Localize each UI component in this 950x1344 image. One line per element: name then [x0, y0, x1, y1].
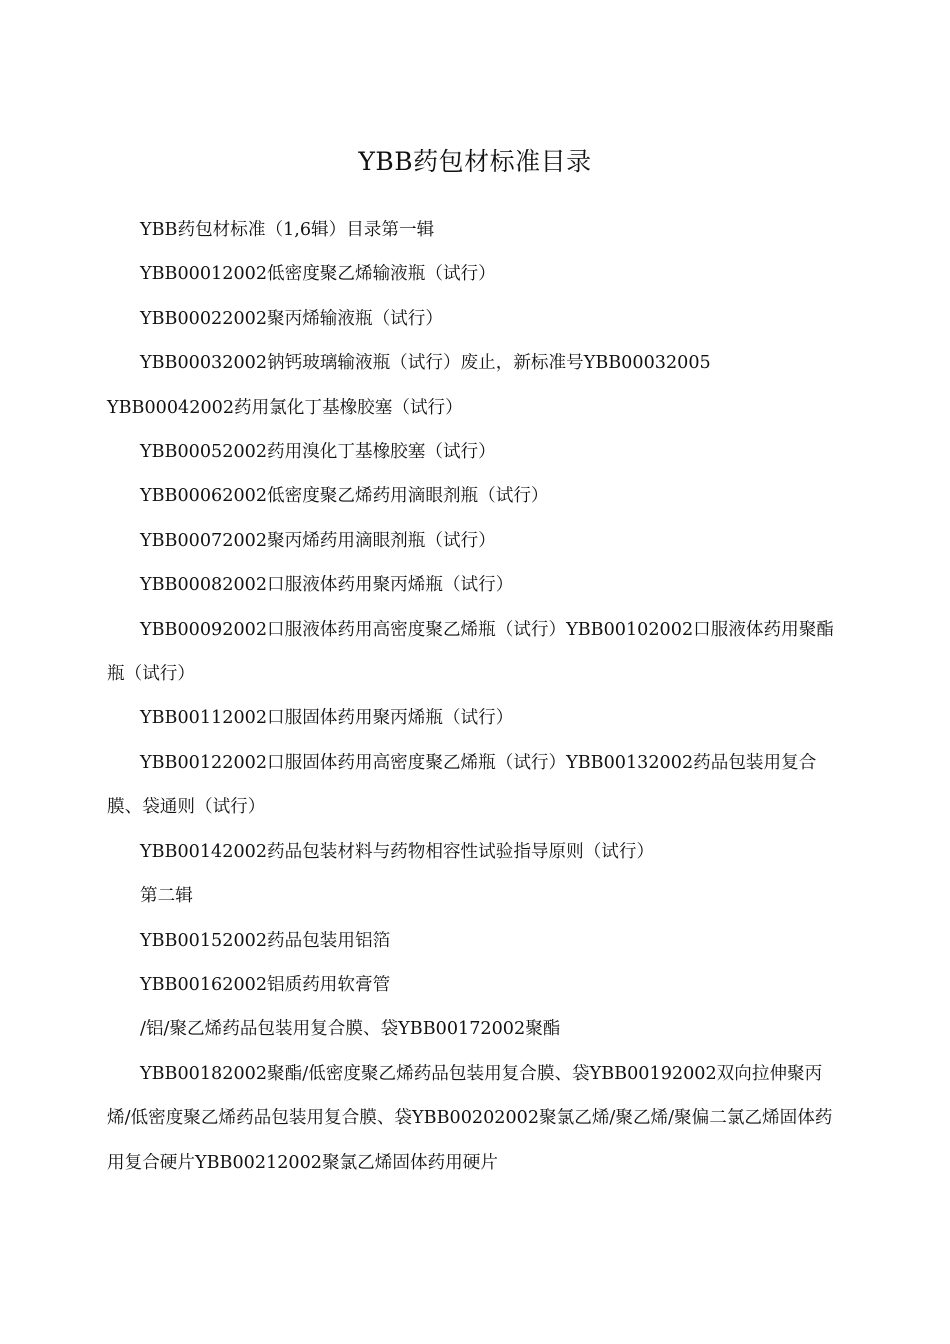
document-paragraph: YBB00022002聚丙烯输液瓶（试行） [140, 308, 443, 329]
document-paragraph: YBB00062002低密度聚乙烯药用滴眼剂瓶（试行） [140, 486, 549, 507]
document-paragraph: /铝/聚乙烯药品包装用复合膜、袋YBB00172002聚酯 [140, 1019, 561, 1040]
document-paragraph: YBB00112002口服固体药用聚丙烯瓶（试行） [140, 708, 514, 729]
document-paragraph: YBB00032002钠钙玻璃输液瓶（试行）废止，新标准号YBB00032005 [140, 353, 711, 374]
document-paragraph: YBB00042002药用氯化丁基橡胶塞（试行） [107, 397, 463, 418]
document-paragraph: YBB00122002口服固体药用高密度聚乙烯瓶（试行）YBB00132002药品包装用复合膜、袋通则（试行） [107, 752, 817, 818]
document-body [107, 208, 843, 1185]
document-paragraph: YBB00082002口服液体药用聚丙烯瓶（试行） [140, 575, 514, 596]
document-paragraph: YBB00052002药用溴化丁基橡胶塞（试行） [140, 442, 496, 463]
document-paragraph: YBB00152002药品包装用铝箔 [140, 930, 391, 951]
document-title: YBB药包材标准目录 [358, 147, 592, 176]
document-paragraph: YBB00012002低密度聚乙烯输液瓶（试行） [140, 264, 496, 285]
document-paragraph: YBB药包材标准（1,6辑）目录第一辑 [140, 220, 435, 240]
document-paragraph: 第二辑 [140, 886, 193, 907]
document-paragraph: YBB00072002聚丙烯药用滴眼剂瓶（试行） [140, 530, 496, 551]
document-paragraph: YBB00092002口服液体药用高密度聚乙烯瓶（试行）YBB00102002口服液体药用聚酯瓶（试行） [107, 619, 834, 685]
document-paragraph: YBB00162002铝质药用软膏管 [140, 974, 391, 995]
document-paragraph: YBB00182002聚酯/低密度聚乙烯药品包装用复合膜、袋YBB00192002双向拉伸聚丙烯/低密度聚乙烯药品包装用复合膜、袋YBB00202002聚氯乙烯/聚乙烯/聚偏二氯乙烯固体药用复合硬片YBB00212002聚氯乙烯固体药用硬片 [107, 1063, 833, 1173]
document-paragraph: YBB00142002药品包装材料与药物相容性试验指导原则（试行） [140, 841, 655, 862]
